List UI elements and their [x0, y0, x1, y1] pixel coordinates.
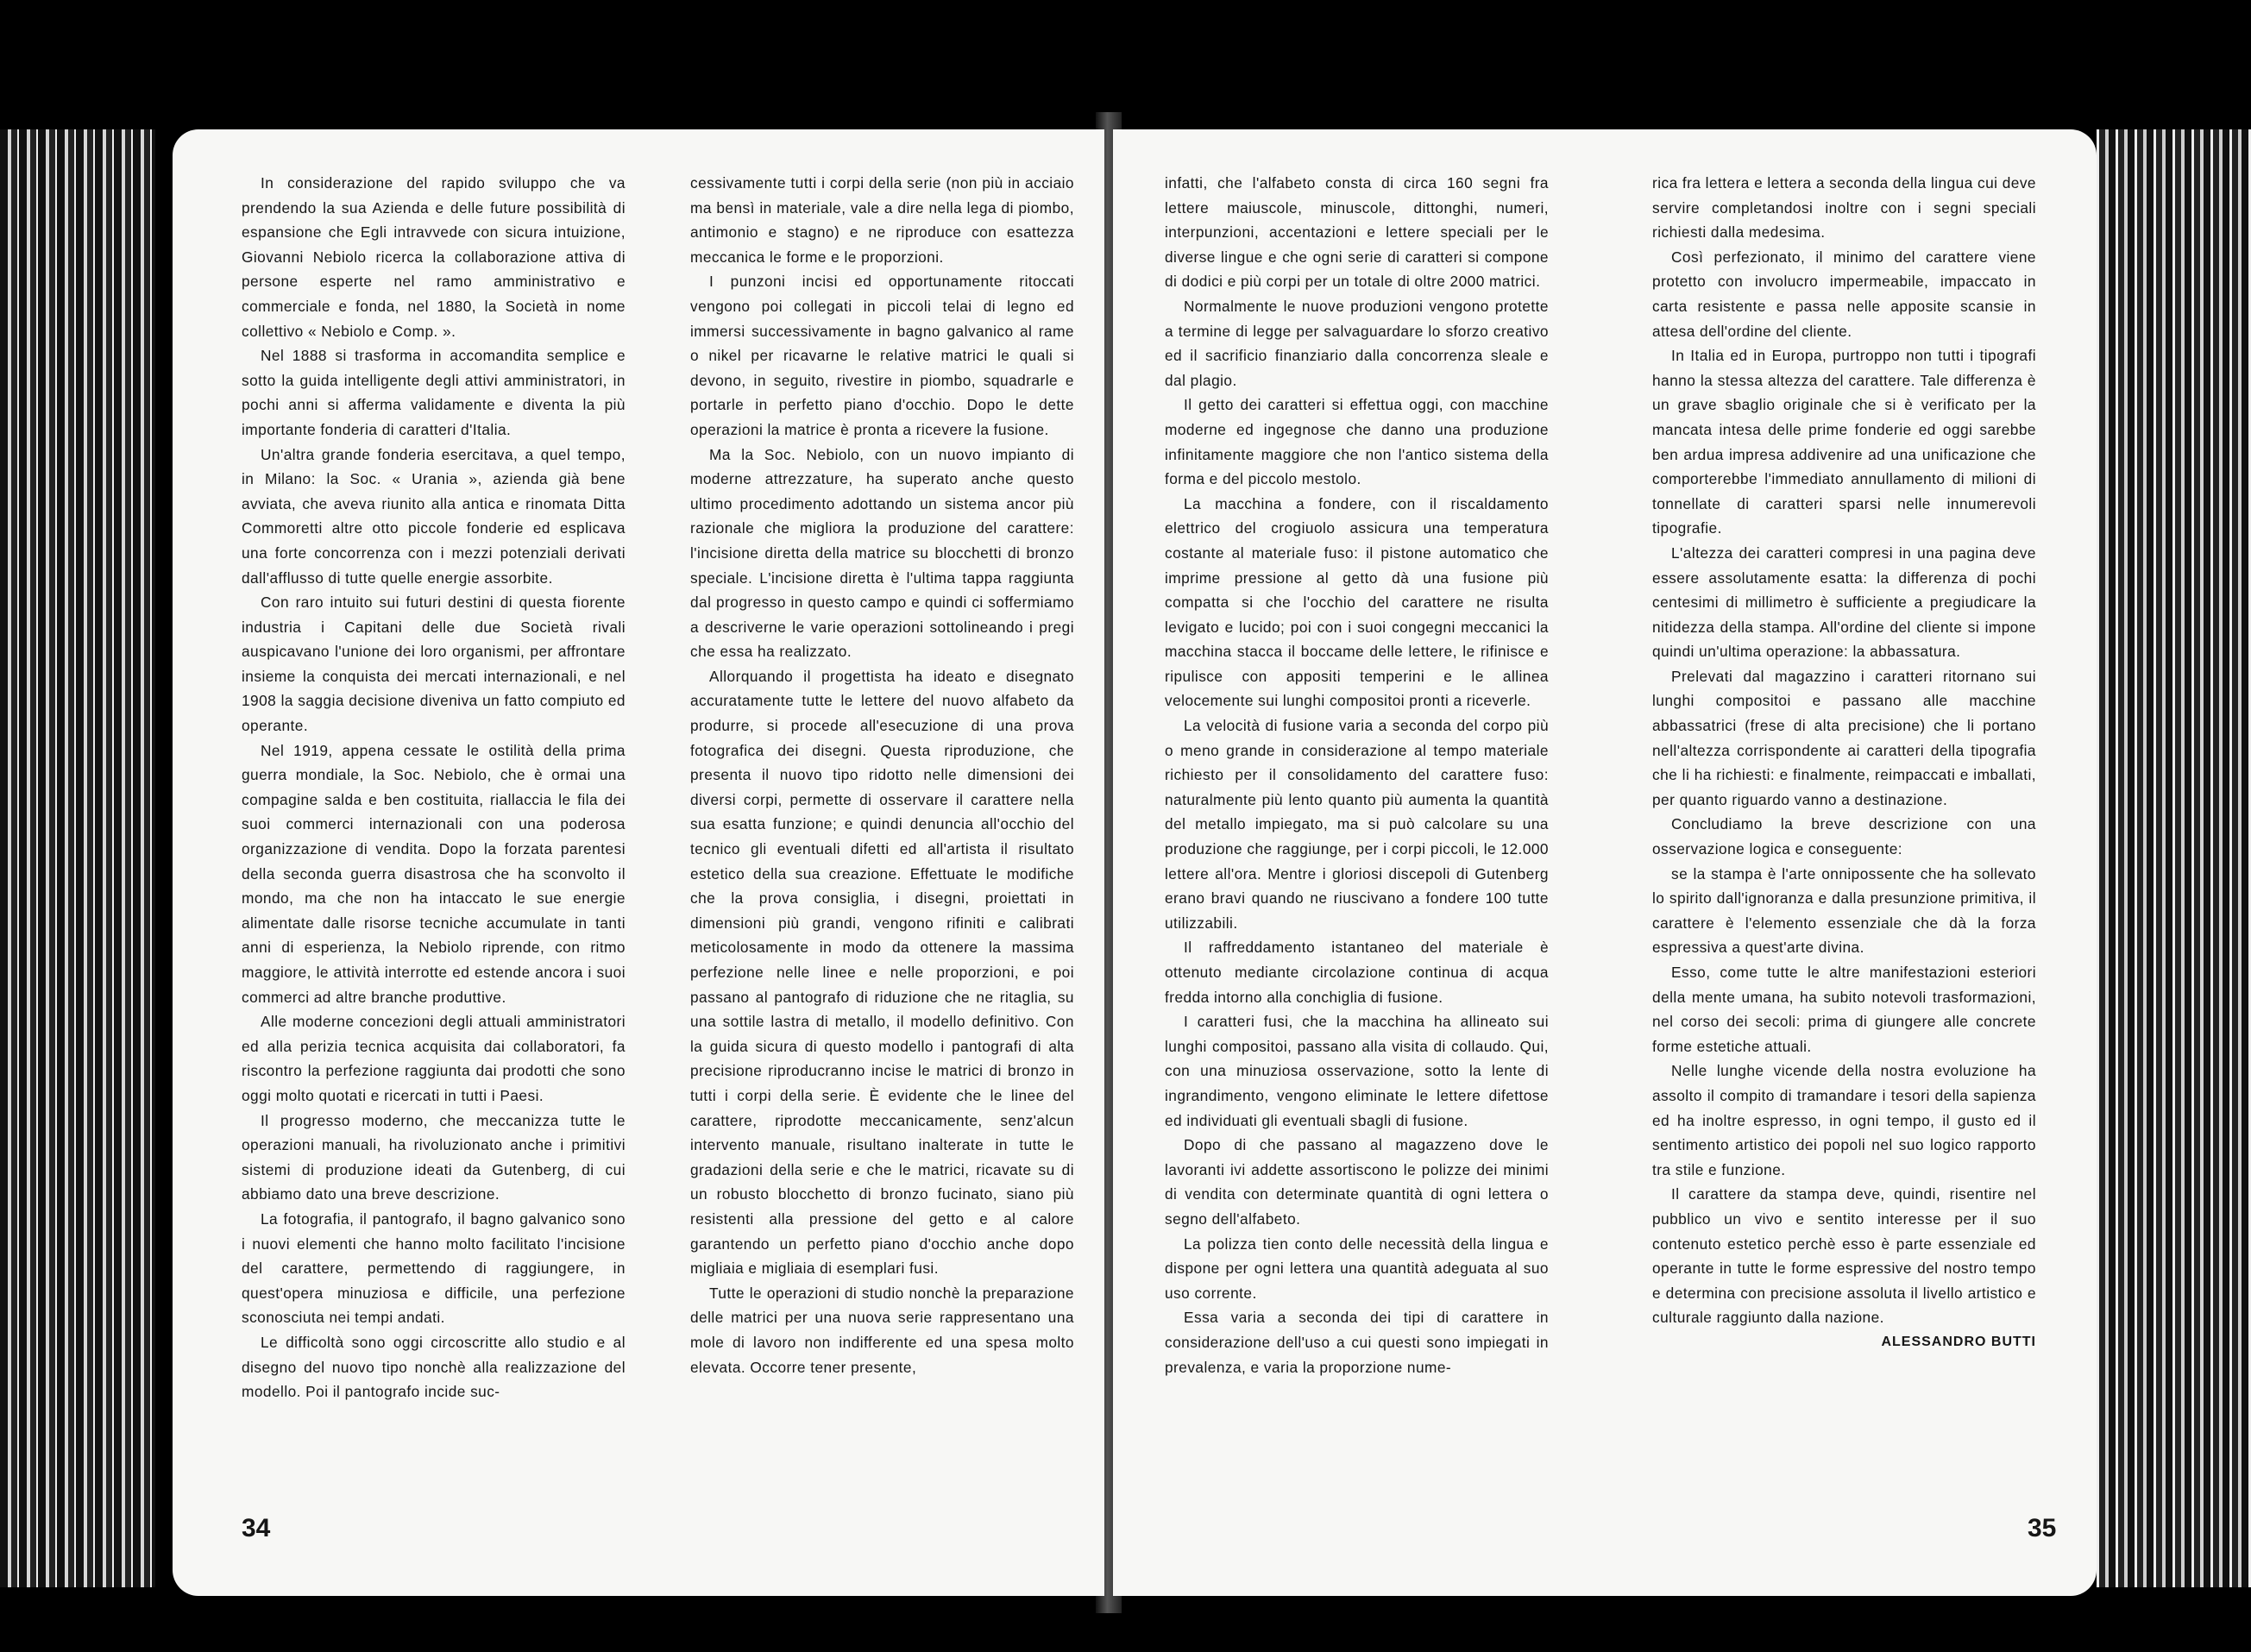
paragraph: Nel 1888 si trasforma in accomandita semplice e sotto la guida intelligente degli attivi amministratori, in pochi anni si afferma validamente e diventa la più importante fonderia di caratteri d'Italia. [242, 347, 626, 438]
paragraph: Allorquando il progettista ha ideato e disegnato accuratamente tutte le lettere del nuovo alfabeto da produrre, si procede all'esecuzione di una prova fotografica dei disegni. Questa riproduzione, che presenta il nuovo tipo ridotto nelle dimensioni dei diversi corpi, permette di osservare il carattere nella sua esatta funzione; e quindi denuncia all'occhio del tecnico gli eventuali difetti ed all'artista il risultato estetico della sua creazione. Effettuate le modifiche che la prova consiglia, i disegni, proiettati in dimensioni più grandi, vengono rifiniti e calibrati meticolosamente in modo da ottenere la massima perfezione nelle linee e nelle proporzioni, e poi passano al pantografo di riduzione che ne ritaglia, su una sottile lastra di metallo, il modello definitivo. Con la guida sicura di questo modello i pantografi di alta precisione riproducranno incise le matrici di bronzo in tutti i corpi della serie. È evidente che le linee del carattere, riprodotte meccanicamente, senz'alcun intervento manuale, risultano inalterate in tutte le gradazioni della serie e che le matrici, ricavate su di un robusto blocchetto di bronzo fucinato, siano più resistenti alla pressione del getto e al calore garantendo un perfetto piano d'occhio anche dopo migliaia e migliaia di esemplari fusi. [690, 667, 1074, 1278]
left-page-column-1 [242, 171, 626, 1404]
page-number: 34 [242, 1514, 271, 1542]
paragraph: La macchina a fondere, con il riscaldamento elettrico del crogiuolo assicura una temperatura costante al materiale fuso: il pistone automatico che imprime pressione al getto dà una fusione più compatta si che l'occhio del carattere ne risulta levigato e lucido; poi con i suoi congegni meccanici la macchina stacca il boccame delle lettere, le rifinisce e ripulisce con appositi temperini e le allinea velocemente sui lunghi compositoi pronti a riceverle. [1165, 494, 1549, 710]
paragraph: Un'altra grande fonderia esercitava, a quel tempo, in Milano: la Soc. « Urania », azienda già bene avviata, che aveva riunito alla antica e rinomata Ditta Commoretti altre otto piccole fonderie ed esplicava una forte concorrenza con i mezzi potenziali derivati dall'afflusso di tutte quelle energie assorbite. [242, 445, 626, 587]
paragraph: La fotografia, il pantografo, il bagno galvanico sono i nuovi elementi che hanno molto facilitato l'incisione del carattere, permettendo di raggiungere, in quest'opera minuziosa e difficile, una perfezione sconosciuta nei tempi andati. [242, 1209, 626, 1327]
paragraph: Concludiamo la breve descrizione con una osservazione logica e conseguente: [1652, 815, 2036, 858]
paragraph: Alle moderne concezioni degli attuali amministratori ed alla perizia tecnica acquisita dai collaboratori, fa riscontro la perfezione raggiunta dai prodotti che sono oggi molto quotati e ricercati in tutti i Paesi. [242, 1013, 626, 1104]
right-page [1113, 129, 2097, 1596]
paragraph: rica fra lettera e lettera a seconda della lingua cui deve servire completandosi inoltre con i segni speciali richiesti dalla medesima. [1652, 174, 2036, 242]
paragraph: Il carattere da stampa deve, quindi, risentire nel pubblico un vivo e sentito interesse per il suo contenuto estetico perchè esso è parte essenziale ed operante in tutte le forme espressive del nostro tempo e determina con precisione assoluta il livello artistico e culturale raggiunto dalla nazione. [1652, 1185, 2036, 1327]
paragraph: Così perfezionato, il minimo del carattere viene protetto con involucro impermeabile, impaccato in carta resistente e passa nelle apposite scansie in attesa dell'ordine del cliente. [1652, 248, 2036, 340]
paragraph: Esso, come tutte le altre manifestazioni esteriori della mente umana, ha subito notevoli trasformazioni, nel corso dei secoli: prima di giungere alle concrete forme estetiche attuali. [1652, 964, 2036, 1055]
paragraph: se la stampa è l'arte onnipossente che ha sollevato lo spirito dall'ignoranza e dalla presunzione primitiva, il carattere è l'elemento essenziale che dà la forza espressiva a quest'arte divina. [1652, 864, 2036, 957]
page-number: 35 [2028, 1514, 2057, 1542]
paragraph: Con raro intuito sui futuri destini di questa fiorente industria i Capitani delle due Società rivali auspicavano l'unione dei loro organismi, per affrontare insieme la conquista dei mercati internazionali, e nel 1908 la saggia decisione diveniva un fatto compiuto ed operante. [242, 594, 626, 735]
paragraph: infatti, che l'alfabeto consta di circa 160 segni fra lettere maiuscole, minuscole, dittonghi, numeri, interpunzioni, accentazioni e lettere speciali per le diverse lingue e che ogni serie di caratteri si compone di dodici e più corpi per un totale di oltre 2000 matrici. [1165, 174, 1549, 291]
left-page-stack [0, 129, 155, 1587]
paragraph: L'altezza dei caratteri compresi in una pagina deve essere assolutamente esatta: la differenza di pochi centesimi di millimetro è sufficiente a pregiudicare la nitidezza della stampa. All'ordine del cliente si impone quindi un'ultima operazione: la abbassatura. [1652, 543, 2036, 661]
paragraph: Nelle lunghe vicende della nostra evoluzione ha assolto il compito di tramandare i tesori della sapienza ed ha inoltre espresso, in ogni tempo, il gusto ed il sentimento artistico dei popoli nel suo logico rapporto tra stile e funzione. [1652, 1062, 2036, 1178]
paragraph: I caratteri fusi, che la macchina ha allineato sui lunghi compositoi, passano alla visita di collaudo. Qui, con una minuziosa osservazione, sotto la lente di ingrandimento, vengono eliminate le lettere difettose ed individuati gli eventuali sbagli di fusione. [1165, 1013, 1549, 1129]
right-page-column-1 [1165, 171, 1549, 1379]
paragraph: Il progresso moderno, che meccanizza tutte le operazioni manuali, ha rivoluzionato anche i primitivi sistemi di produzione ideati da Gutenberg, di cui abbiamo dato una breve descrizione. [242, 1111, 626, 1203]
paragraph: La polizza tien conto delle necessità della lingua e dispone per ogni lettera una quantità adeguata al suo uso corrente. [1165, 1234, 1549, 1302]
paragraph: I punzoni incisi ed opportunamente ritoccati vengono poi collegati in piccoli telai di legno ed immersi successivamente in bagno galvanico al rame o nikel per ricavarne le relative matrici le quali si devono, in seguito, rivestire in piombo, squadrarle e portarle in perfetto piano d'occhio. Dopo le dette operazioni la matrice è pronta a ricevere la fusione. [690, 273, 1074, 438]
paragraph: cessivamente tutti i corpi della serie (non più in acciaio ma bensì in materiale, vale a dire nella lega di piombo, antimonio e stagno) e ne riproduce con esattezza meccanica le forme e le proporzioni. [690, 174, 1074, 266]
left-page [173, 129, 1104, 1596]
paragraph: Tutte le operazioni di studio nonchè la preparazione delle matrici per una nuova serie rappresentano una mole di lavoro non indifferente ed una spesa molto elevata. Occorre tener presente, [690, 1284, 1074, 1376]
paragraph: Nel 1919, appena cessate le ostilità della prima guerra mondiale, la Soc. Nebiolo, che è ormai una compagine salda e ben costituita, riallaccia le fila dei suoi commerci internazionali con una poderosa organizzazione di vendita. Dopo la forzata parentesi della seconda guerra disastrosa che ha sconvolto il mondo, ma che non ha intaccato le sue energie alimentate dalle risorse tecniche accumulate in tanti anni di esperienza, la Nebiolo riprende, con ritmo maggiore, le attività interrotte ed estende ancora i suoi commerci ad altre branche produttive. [242, 741, 626, 1006]
paragraph: Essa varia a seconda dei tipi di carattere in considerazione dell'uso a cui questi sono impiegati in prevalenza, e varia la proporzione nume- [1165, 1309, 1549, 1376]
paragraph: La velocità di fusione varia a seconda del corpo più o meno grande in considerazione al tempo materiale richiesto per il consolidamento del carattere fuso: naturalmente più lento quanto più aumenta la quantità del metallo impiegato, ma si può calcolare su una produzione che raggiunge, per i corpi piccoli, le 12.000 lettere all'ora. Mentre i gloriosi discepoli di Gutenberg erano bravi quando ne riuscivano a fondere 100 tutte utilizzabili. [1165, 717, 1549, 932]
paragraph: Prelevati dal magazzino i caratteri ritornano sui lunghi compositoi e passano alle macchine abbassatrici (frese di alta precisione) che li portano nell'altezza corrispondente ai caratteri della tipografia che li ha richiesti: e finalmente, reimpaccati e imballati, per quanto riguardo vanno a destinazione. [1652, 667, 2036, 808]
paragraph: In considerazione del rapido sviluppo che va prendendo la sua Azienda e delle future possibilità di espansione che Egli intravvede con sicura intuizione, Giovanni Nebiolo ricerca la collaborazione attiva di persone esperte nel ramo amministrativo e commerciale e fonda, nel 1880, la Società in nome collettivo « Nebiolo e Comp. ». [242, 174, 626, 340]
paragraph: Dopo di che passano al magazzeno dove le lavoranti ivi addette assortiscono le polizze dei minimi di vendita con determinate quantità di ogni lettera o segno dell'alfabeto. [1165, 1136, 1549, 1228]
paragraph: In Italia ed in Europa, purtroppo non tutti i tipografi hanno la stessa altezza del carattere. Tale differenza è un grave sbaglio originale che si è verificato per la mancata intesa delle prime fonderie ed oggi sarebbe ben ardua impresa addivenire ad una unificazione che comporterebbe l'immediato annullamento di milioni di tonnellate di caratteri sparsi nelle innumerevoli tipografie. [1652, 347, 2036, 537]
paragraph: Le difficoltà sono oggi circoscritte allo studio e al disegno del nuovo tipo nonchè alla realizzazione del modello. Poi il pantografo incide suc- [242, 1333, 626, 1401]
right-page-column-2 [1652, 171, 2036, 1355]
paragraph: Normalmente le nuove produzioni vengono protette a termine di legge per salvaguardare lo sforzo creativo ed il sacrificio finanziario dalla concorrenza sleale e dal plagio. [1165, 297, 1549, 389]
right-page-stack [2097, 129, 2251, 1587]
paragraph: Il raffreddamento istantaneo del materiale è ottenuto mediante circolazione continua di acqua fredda intorno alla conchiglia di fusione. [1165, 939, 1549, 1006]
article-author: ALESSANDRO BUTTI [1881, 1334, 2036, 1349]
paragraph: Ma la Soc. Nebiolo, con un nuovo impianto di moderne attrezzature, ha superato anche questo ultimo procedimento adottando un sistema ancor più razionale che migliora la produzione del carattere: l'incisione diretta della matrice su blocchetti di bronzo speciale. L'incisione diretta è l'ultima tappa raggiunta dal progresso in questo campo e quindi ci soffermiamo a descriverne le varie operazioni sottolineando i pregi che essa ha realizzato. [690, 445, 1074, 661]
paragraph: Il getto dei caratteri si effettua oggi, con macchine moderne ed ingegnose che danno una produzione infinitamente maggiore che non l'antico sistema della forma e del piccolo mestolo. [1165, 396, 1549, 488]
left-page-column-2 [690, 171, 1074, 1379]
